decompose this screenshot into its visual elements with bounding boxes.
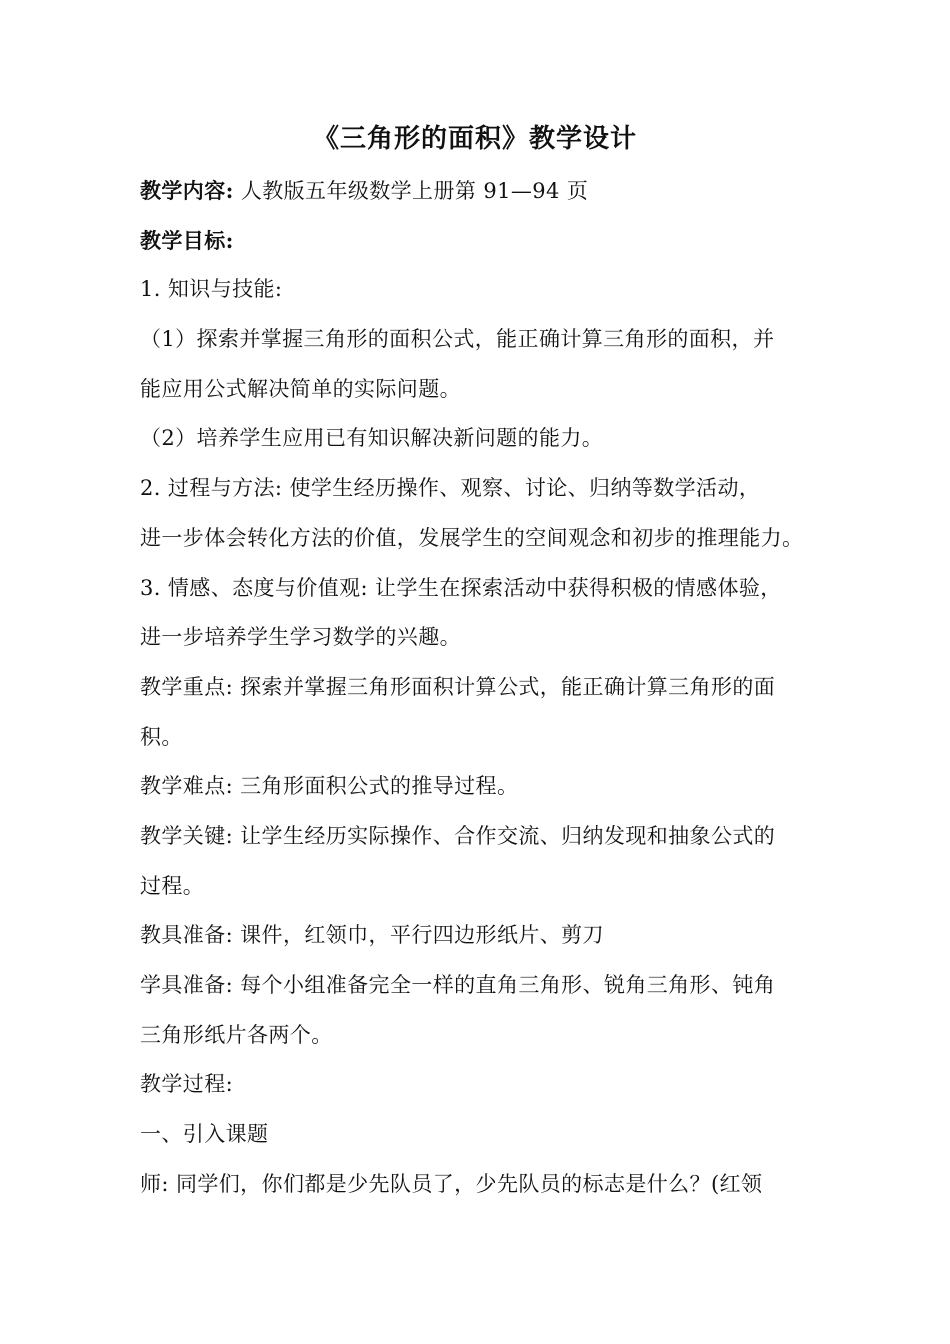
content-line (140, 166, 830, 216)
text-line: 师: 同学们，你们都是少先队员了，少先队员的标志是什么？(红领 (140, 1171, 763, 1196)
text-line: 教具准备: 课件，红领巾，平行四边形纸片、剪刀 (140, 923, 604, 948)
document-body (140, 166, 830, 1209)
text-line: 进一步体会转化方法的价值，发展学生的空间观念和初步的推理能力。 (140, 525, 804, 550)
text-line: 三角形纸片各两个。 (140, 1022, 333, 1047)
text-line: 过程。 (140, 873, 205, 898)
text-line: （2）培养学生应用已有知识解决新问题的能力。 (140, 426, 604, 451)
text-line: 教学关键: 让学生经历实际操作、合作交流、归纳发现和抽象公式的 (140, 823, 776, 848)
text-line: 教学难点: 三角形面积公式的推导过程。 (140, 774, 519, 799)
text-line: 积。 (140, 724, 183, 749)
text-line: 教学过程: (140, 1072, 234, 1097)
text-line: 1. 知识与技能: (140, 277, 283, 302)
document-title: 《三角形的面积》教学设计 (312, 124, 637, 154)
text-line: 教学重点: 探索并掌握三角形面积计算公式，能正确计算三角形的面 (140, 674, 776, 699)
objectives-heading: 教学目标: (140, 227, 234, 253)
text-line: 2. 过程与方法: 使学生经历操作、观察、讨论、归纳等数学活动， (140, 476, 761, 501)
text-line: 学具准备: 每个小组准备完全一样的直角三角形、锐角三角形、钝角 (140, 973, 776, 997)
text-line: 一、引入课题 (140, 1122, 269, 1147)
line-text: 人教版五年级数学上册第 91—94 页 (233, 179, 589, 203)
text-line: （1）探索并掌握三角形的面积公式，能正确计算三角形的面积，并 (140, 327, 775, 352)
line-label: 教学内容: (140, 178, 234, 203)
text-line: 进一步培养学生学习数学的兴趣。 (140, 625, 461, 650)
text-line: 能应用公式解决简单的实际问题。 (140, 376, 461, 401)
text-line: 3. 情感、态度与价值观: 让学生在探索活动中获得积极的情感体验， (140, 575, 782, 600)
